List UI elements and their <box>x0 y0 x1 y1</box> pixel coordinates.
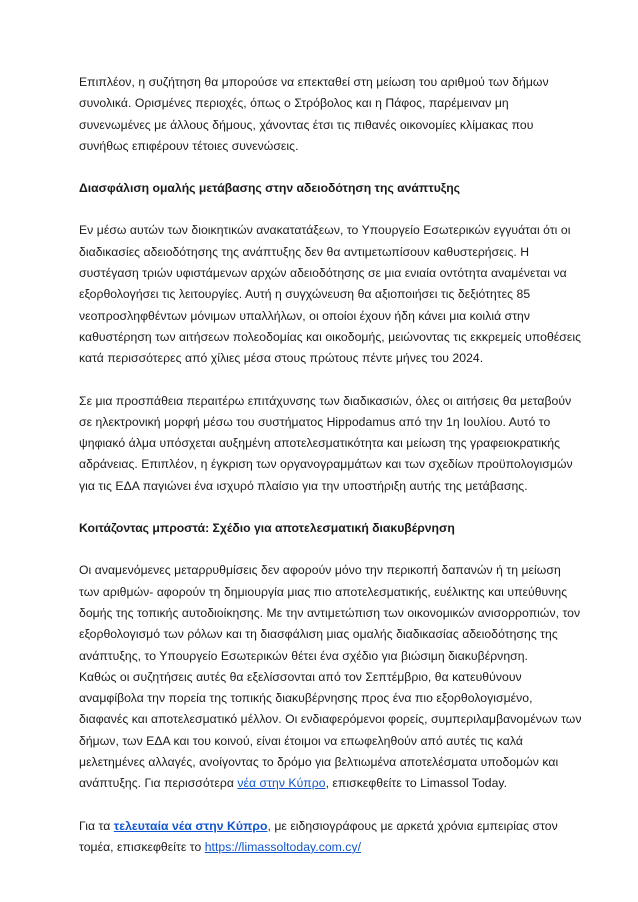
cyprus-news-link[interactable]: νέα στην Κύπρο <box>237 776 326 791</box>
text-segment: Για τα <box>79 818 114 833</box>
text-segment: τομέα, επισκεφθείτε το <box>79 839 205 854</box>
text-line: Εν μέσω αυτών των διοικητικών ανακατατάξεων, το Υπουργείο Εσωτερικών εγγυάται ότι οι <box>79 223 571 238</box>
text-line <box>79 837 568 858</box>
limassol-today-url-link[interactable]: https://limassoltoday.com.cy/ <box>204 839 362 854</box>
text-line: αναμφίβολα την πορεία της τοπικής διακυβέρνησης προς ένα πιο εξορθολογισμένο, <box>79 691 533 706</box>
latest-cyprus-news-link[interactable]: τελευταία νέα στην Κύπρο <box>113 818 268 833</box>
section-heading-licensing: Διασφάλιση ομαλής μετάβασης στην αδειοδότηση της ανάπτυξης <box>79 181 461 196</box>
text-line: για τις ΕΔΑ παγιώνει ένα ισχυρό πλαίσιο για την υποστήριξη αυτής της μετάβασης. <box>79 478 528 493</box>
text-line: των αριθμών- αφορούν τη δημιουργία μιας πιο αποτελεσματικής, ευέλικτης και υπεύθυνης <box>79 584 568 599</box>
text-line: δομής της τοπικής αυτοδιοίκησης. Με την αντιμετώπιση των οικονομικών ανισορροπιών, τον <box>79 605 581 620</box>
text-line: νεοπροσληφθέντων μόνιμων υπαλλήλων, οι οποίοι έχουν ήδη κάνει μια κοιλιά στην <box>79 308 531 323</box>
text-line: διαδικασίες αδειοδότησης της ανάπτυξης δεν θα αντιμετωπίσουν καθυστερήσεις. Η <box>79 244 530 259</box>
paragraph-governance <box>79 560 582 794</box>
section-heading-governance: Κοιτάζοντας μπροστά: Σχέδιο για αποτελεσματική διακυβέρνηση <box>79 521 455 536</box>
text-line: εξορθολογήσει τις λειτουργίες. Αυτή η συγχώνευση θα αξιοποιήσει τις δεξιότητες 85 <box>79 287 531 302</box>
text-line: Καθώς οι συζητήσεις αυτές θα εξελίσσονται από τον Σεπτέμβριο, θα κατευθύνουν <box>79 669 522 684</box>
text-line: συνενωμένες με άλλους δήμους, χάνοντας έτσι τις πιθανές οικονομίες κλίμακας που <box>79 117 534 132</box>
paragraph-digital <box>79 391 573 497</box>
text-line: συνολικά. Ορισμένες περιοχές, όπως ο Στρόβολος και η Πάφος, παρέμειναν μη <box>79 96 509 111</box>
text-line: κατά περισσότερες από χίλιες μέσα στους πρώτους πέντε μήνες του 2024. <box>79 351 484 366</box>
text-line: ψηφιακό άλμα υπόσχεται αυξημένη αποτελεσματικότητα και μείωση της γραφειοκρατικής <box>79 436 561 451</box>
text-line: Επιπλέον, η συζήτηση θα μπορούσε να επεκταθεί στη μείωση του αριθμού των δήμων <box>79 75 549 89</box>
text-line: σε ηλεκτρονική μορφή μέσω του συστήματος Hippodamus από την 1η Ιουλίου. Αυτό το <box>79 414 551 429</box>
text-segment: , επισκεφθείτε το Limassol Today. <box>325 776 508 791</box>
text-line: Οι αναμενόμενες μεταρρυθμίσεις δεν αφορούν μόνο την περικοπή δαπανών ή τη μείωση <box>79 563 561 578</box>
text-line: συνήθως επιφέρουν τέτοιες συνενώσεις. <box>79 138 299 153</box>
text-line: ανάπτυξης, το Υπουργείο Εσωτερικών θέτει ένα σχέδιο για βιώσιμη διακυβέρνηση. <box>79 648 528 663</box>
text-line: μελετημένες αλλαγές, ανοίγοντας το δρόμο για βελτιωμένα αποτελέσματα υποδομών και <box>79 755 559 770</box>
paragraph-municipalities <box>79 72 568 157</box>
text-line: διαφανές και αποτελεσματικό μέλλον. Οι ενδιαφερόμενοι φορείς, συμπεριλαμβανομένων των <box>79 712 582 727</box>
text-line <box>79 816 568 837</box>
text-line: καθυστέρηση των αιτήσεων πολεοδομίας και οικοδομής, μειώνοντας τις εκκρεμείς υποθέσεις <box>79 329 582 344</box>
text-line: Σε μια προσπάθεια περαιτέρω επιτάχυνσης των διαδικασιών, όλες οι αιτήσεις θα μεταβούν <box>79 393 572 408</box>
text-line: εξορθολογισμό των ρόλων και τη διασφάλιση μιας ομαλής διαδικασίας αδειοδότησης της <box>79 627 558 642</box>
text-line: συστέγαση τριών υφιστάμενων αρχών αδειοδότησης σε μια ενιαία οντότητα αναμένεται να <box>79 266 567 281</box>
paragraph-footer <box>79 816 568 859</box>
text-line: δήμων, των ΕΔΑ και του κοινού, είναι έτοιμοι να επωφεληθούν από αυτές τις καλά <box>79 733 523 748</box>
text-segment: , με ειδησιογράφους με αρκετά χρόνια εμπειρίας στον <box>267 818 558 833</box>
text-segment: ανάπτυξης. Για περισσότερα <box>79 776 238 791</box>
text-line: αδράνειας. Επιπλέον, η έγκριση των οργανογραμμάτων και των σχεδίων προϋπολογισμών <box>79 457 573 472</box>
text-line <box>79 773 568 794</box>
paragraph-licensing <box>79 220 582 369</box>
